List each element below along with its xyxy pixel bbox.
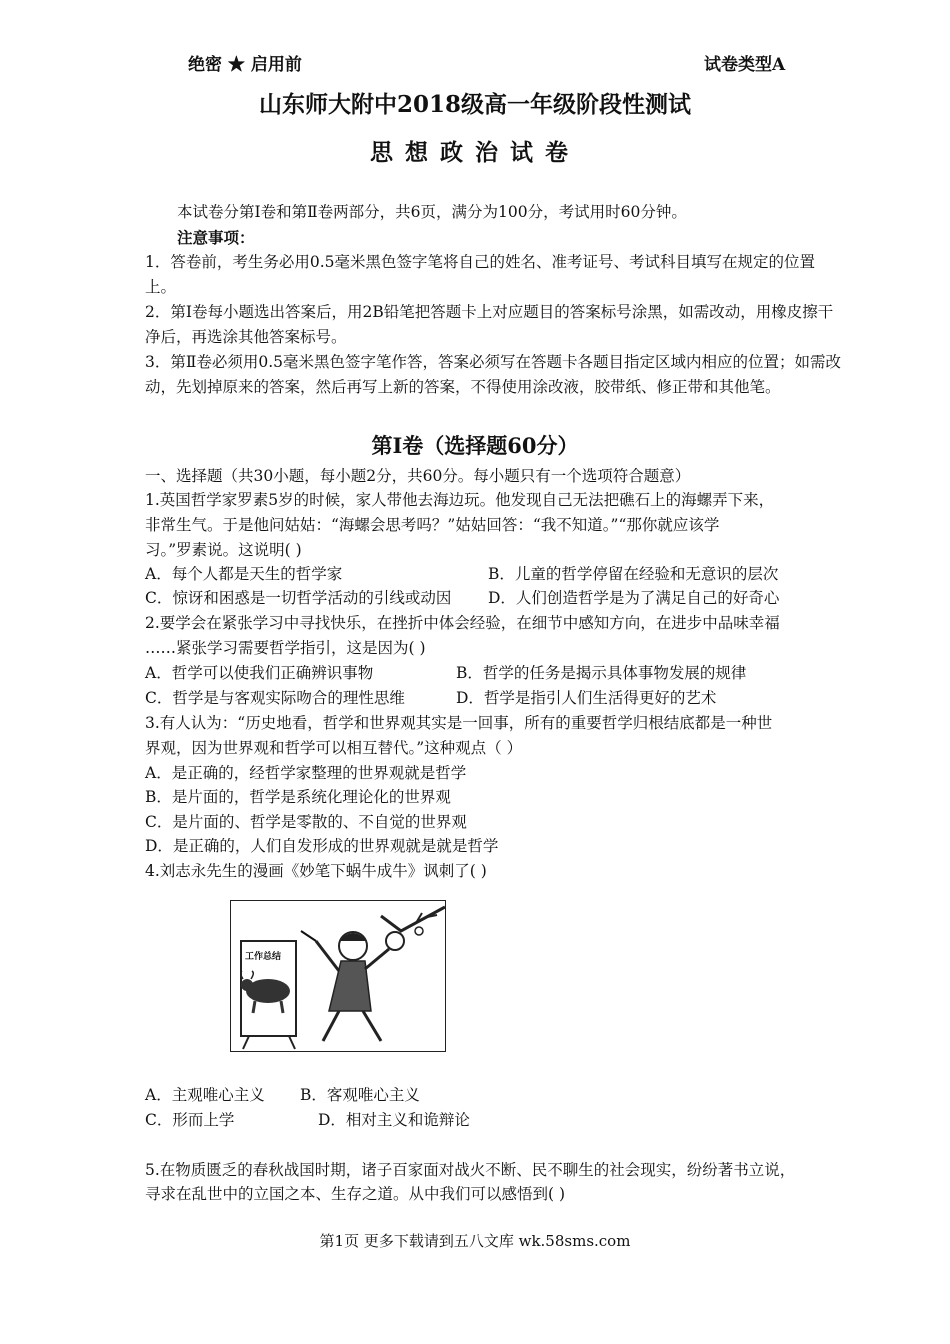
q1-stem-line2: 非常生气。于是他问姑姑：“海螺会思考吗？”姑姑回答：“我不知道。”“那你就应该学 <box>145 516 720 534</box>
snail-icon <box>415 927 423 935</box>
man-leg-left <box>323 1011 339 1041</box>
man-arm-glass <box>365 949 389 969</box>
q1-stem-line1: 1.英国哲学家罗素5岁的时候，家人带他去海边玩。他发现自己无法把礁石上的海螺弄下来， <box>145 491 775 509</box>
section-title: 第Ⅰ卷（选择题60分） <box>371 433 579 458</box>
easel-leg-right <box>289 1036 295 1049</box>
q2-stem-line2: ……紧张学习需要哲学指引，这是因为( ) <box>145 639 426 657</box>
q1-option-d: D．人们创造哲学是为了满足自己的好奇心 <box>488 589 780 607</box>
q5-stem-line2: 寻求在乱世中的立国之本、生存之道。从中我们可以感悟到( ) <box>145 1185 566 1203</box>
secret-label: 绝密 ★ 启用前 <box>188 55 302 75</box>
q5-stem-line1: 5.在物质匮乏的春秋战国时期，诸子百家面对战火不断、民不聊生的社会现实，纷纷著书立说， <box>145 1161 796 1179</box>
q3-option-b: B．是片面的，哲学是系统化理论化的世界观 <box>145 788 451 806</box>
q3-stem-line1: 3.有人认为：“历史地看，哲学和世界观其实是一回事，所有的重要哲学归根结底都是一种世 <box>145 714 773 732</box>
cartoon-image <box>230 900 446 1052</box>
q1-option-a: A．每个人都是天生的哲学家 <box>145 565 343 583</box>
exam-title: 山东师大附中2018级高一年级阶段性测试 <box>258 91 691 118</box>
notice-item-2: 2．第Ⅰ卷每小题选出答案后，用2B铅笔把答题卡上对应题目的答案标号涂黑，如需改动，用橡皮擦干净后，再选涂其他答案标号。 <box>145 303 834 346</box>
notice-heading: 注意事项： <box>177 228 255 247</box>
section-description: 一、选择题（共30小题，每小题2分，共60分。每小题只有一个选项符合题意） <box>145 467 691 485</box>
q1-stem-line3: 习。”罗素说。这说明( ) <box>145 541 302 559</box>
page-footer: 第1页 更多下载请到五八文库 wk.58sms.com <box>319 1232 631 1250</box>
q3-option-d: D．是正确的，人们自发形成的世界观就是就是哲学 <box>145 837 499 855</box>
q3-option-a: A．是正确的，经哲学家整理的世界观就是哲学 <box>145 764 467 782</box>
subject-title: 思想政治试卷 <box>370 139 580 166</box>
q2-option-d: D．哲学是指引人们生活得更好的艺术 <box>456 689 717 707</box>
intro-text: 本试卷分第Ⅰ卷和第Ⅱ卷两部分，共6页，满分为100分，考试用时60分钟。 <box>177 203 687 221</box>
q4-option-d: D．相对主义和诡辩论 <box>318 1111 470 1129</box>
q2-stem-line1: 2.要学会在紧张学习中寻找快乐，在挫折中体会经验，在细节中感知方向，在进步中品味幸福 <box>145 614 780 632</box>
q1-option-c: C．惊讶和困惑是一切哲学活动的引线或动因 <box>145 589 452 607</box>
cartoon-drawing <box>231 901 445 1051</box>
q1-option-b: B．儿童的哲学停留在经验和无意识的层次 <box>488 565 779 583</box>
tree-branch <box>381 907 445 931</box>
notice-item-3: 3．第Ⅱ卷必须用0.5毫米黑色签字笔作答，答案必须写在答题卡各题目指定区域内相应的位置；如需改动，先划掉原来的答案，然后再写上新的答案，不得使用涂改液，胶带纸、修正带和其他笔。 <box>145 353 842 396</box>
man-arm-brush <box>316 941 339 971</box>
bull-leg <box>253 1001 255 1013</box>
magnifier-icon <box>386 932 404 950</box>
q2-option-b: B．哲学的任务是揭示具体事物发展的规律 <box>456 664 747 682</box>
q2-option-a: A．哲学可以使我们正确辨识事物 <box>145 664 374 682</box>
paintbrush-icon <box>301 931 316 941</box>
bull-head <box>241 979 253 991</box>
man-hair <box>339 933 367 941</box>
q2-option-c: C．哲学是与客观实际吻合的理性思维 <box>145 689 405 707</box>
bull-body <box>246 979 290 1003</box>
paper-type-label: 试卷类型A <box>704 55 786 75</box>
q4-option-b: B．客观唯心主义 <box>300 1086 420 1104</box>
cartoon-sign-text: 工作总结 <box>245 952 282 962</box>
q3-stem-line2: 界观，因为世界观和哲学可以相互替代。”这种观点（ ） <box>145 739 523 757</box>
q4-option-a: A．主观唯心主义 <box>145 1086 265 1104</box>
notice-item-1: 1．答卷前，考生务必用0.5毫米黑色签字笔将自己的姓名、准考证号、考试科目填写在规定的位置上。 <box>145 253 816 296</box>
easel-leg-left <box>243 1036 249 1049</box>
q4-option-c: C．形而上学 <box>145 1111 235 1129</box>
q4-stem-line1: 4.刘志永先生的漫画《妙笔下蜗牛成牛》讽刺了( ) <box>145 862 487 880</box>
q3-option-c: C．是片面的、哲学是零散的、不自觉的世界观 <box>145 813 467 831</box>
bull-leg <box>281 1001 283 1013</box>
man-leg-right <box>363 1011 381 1041</box>
